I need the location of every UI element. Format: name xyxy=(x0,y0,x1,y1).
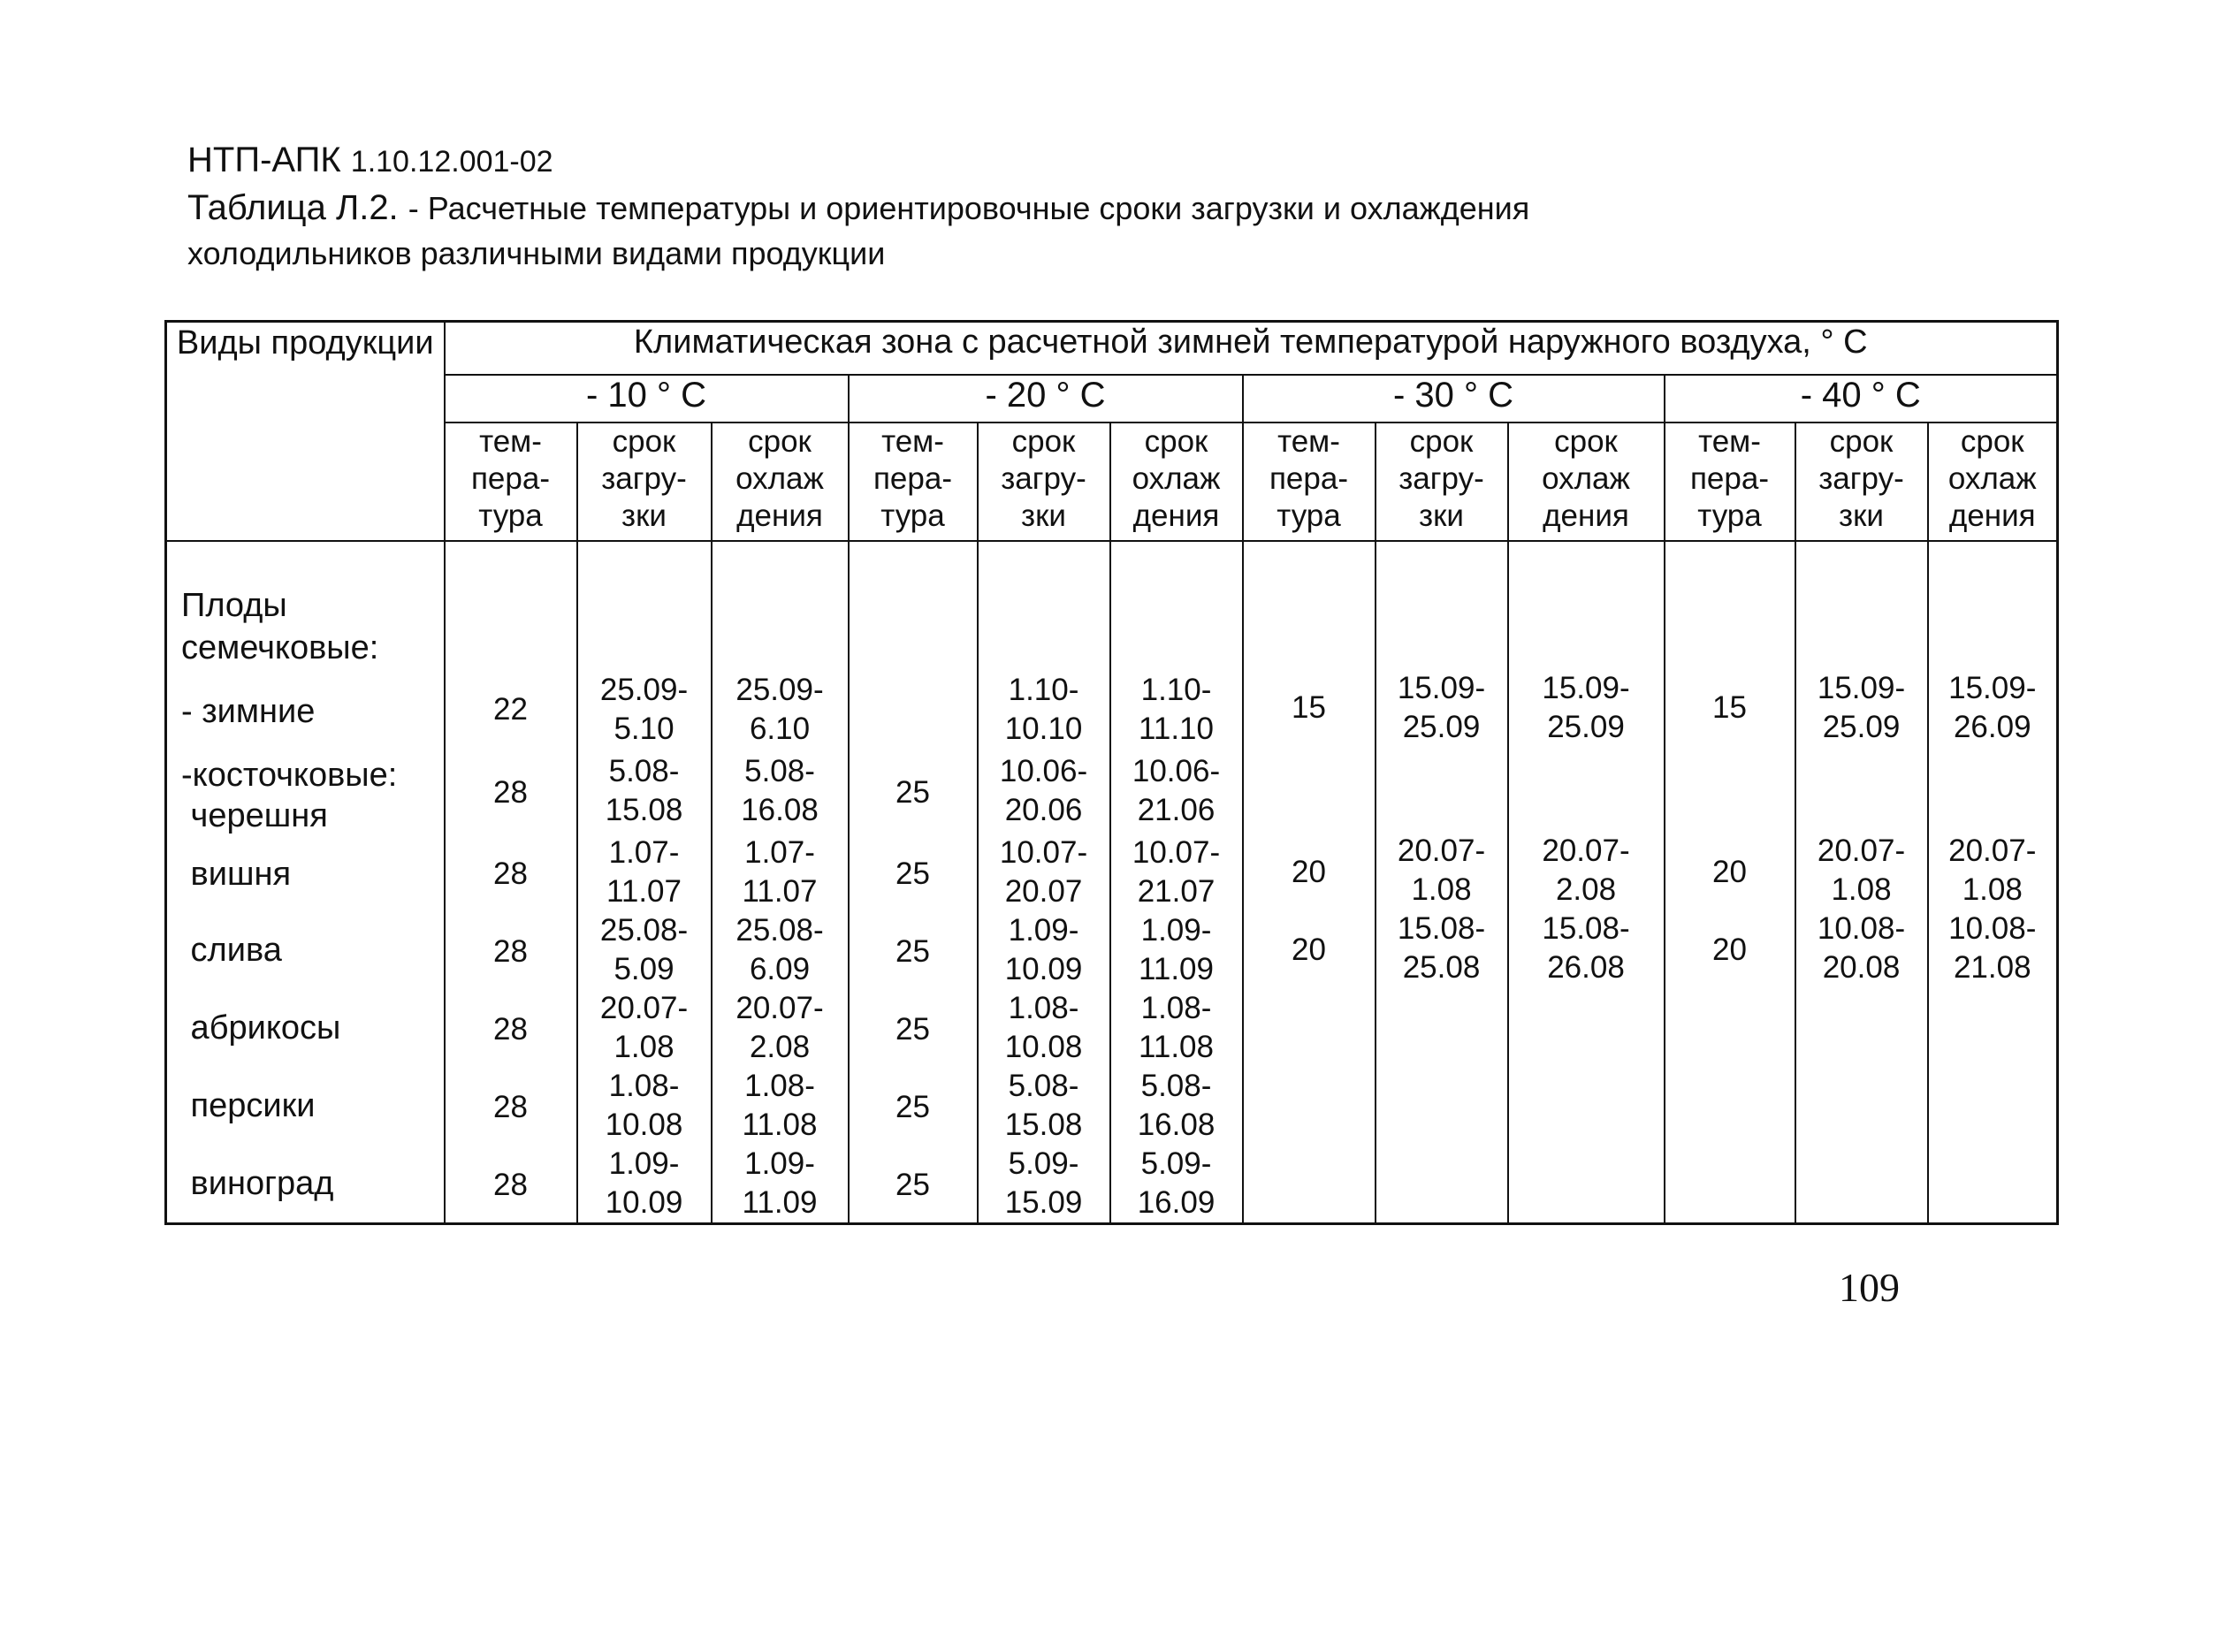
product-cherry: черешня xyxy=(181,797,328,834)
z10-loading-column xyxy=(577,541,712,1224)
subheader-temperature: тем- пера- тура xyxy=(1243,423,1376,541)
document-code-line xyxy=(187,137,2132,185)
table-cell: 10.07- 20.07 xyxy=(999,835,1088,909)
table-cell: 20.07- 1.08 xyxy=(599,991,689,1064)
subheader-loading-time: срок загру- зки xyxy=(978,423,1110,541)
table-cell: 1.09- 10.09 xyxy=(605,1146,683,1220)
table-cell: 15.09- 26.09 xyxy=(1948,671,2037,744)
table-cell: 28 xyxy=(493,775,528,810)
table-cell: 25 xyxy=(895,934,930,969)
table-cell: 22 xyxy=(493,692,528,727)
z40-loading-column xyxy=(1795,541,1928,1224)
table-title-line xyxy=(187,185,2132,232)
table-cell: 20 xyxy=(1292,855,1326,889)
table-cell: 10.08- 21.08 xyxy=(1948,911,2037,985)
table-title-continuation: холодильников различными видами продукции xyxy=(187,235,886,271)
table-cell: 25 xyxy=(895,775,930,810)
table-cell: 5.09- 15.09 xyxy=(1004,1146,1083,1220)
table-cell: 20 xyxy=(1292,933,1326,967)
table-cell: 25 xyxy=(895,1168,930,1202)
table-cell: 20.07- 2.08 xyxy=(1542,834,1630,907)
product-sour-cherry: вишня xyxy=(181,856,292,893)
table-cell: 25.08- 6.09 xyxy=(735,913,824,986)
z10-temperature-column xyxy=(445,541,577,1224)
z30-loading-column xyxy=(1376,541,1508,1224)
z30-temperature-column xyxy=(1243,541,1376,1224)
table-cell: 5.08- 16.08 xyxy=(1137,1069,1216,1142)
table-cell: 20.07- 1.08 xyxy=(1817,834,1906,907)
table-title: - Расчетные температуры и ориентировочные сроки загрузки и охлаждения xyxy=(408,190,1530,226)
table-cell: 5.08- 16.08 xyxy=(741,754,819,827)
document-header xyxy=(187,137,2132,276)
table-cell: 1.08- 11.08 xyxy=(742,1069,818,1142)
zone-minus-40-header: - 40 ° С xyxy=(1665,375,2058,423)
table-cell: 15 xyxy=(1292,690,1326,725)
table-cell: 28 xyxy=(493,1090,528,1124)
subheader-temperature: тем- пера- тура xyxy=(1665,423,1795,541)
subheader-cooling-time: срок охлаж дения xyxy=(1110,423,1243,541)
zone-minus-20-header: - 20 ° С xyxy=(849,375,1243,423)
table-cell: 28 xyxy=(493,856,528,891)
product-plum: слива xyxy=(181,932,282,969)
table-cell: 20.07- 1.08 xyxy=(1397,834,1486,907)
page-number: 109 xyxy=(1839,1265,1900,1310)
product-type-header: Виды продукции xyxy=(166,322,445,542)
table-cell: 25 xyxy=(895,1090,930,1124)
subheader-temperature: тем- пера- тура xyxy=(445,423,577,541)
table-cell: 20.07- 2.08 xyxy=(735,991,824,1064)
subheader-loading-time: срок загру- зки xyxy=(1376,423,1508,541)
z10-cooling-column xyxy=(712,541,849,1224)
z30-cooling-column xyxy=(1508,541,1665,1224)
z40-cooling-column xyxy=(1928,541,2058,1224)
table-cell: 10.08- 20.08 xyxy=(1817,911,1906,985)
table-cell: 1.07- 11.07 xyxy=(606,835,682,909)
zone-minus-10-header: - 10 ° С xyxy=(445,375,849,423)
table-cell: 10.06- 20.06 xyxy=(999,754,1088,827)
table-cell: 1.09- 11.09 xyxy=(1139,913,1214,986)
table-cell: 20 xyxy=(1712,933,1747,967)
zone-minus-30-header: - 30 ° С xyxy=(1243,375,1665,423)
table-cell: 1.09- 11.09 xyxy=(742,1146,818,1220)
table-cell: 1.09- 10.09 xyxy=(1004,913,1083,986)
table-cell: 1.08- 11.08 xyxy=(1139,991,1214,1064)
table-cell: 1.08- 10.08 xyxy=(1004,991,1083,1064)
table-label: Таблица Л.2. xyxy=(187,188,399,227)
table-cell: 10.06- 21.06 xyxy=(1132,754,1221,827)
table-cell: 15 xyxy=(1712,690,1747,725)
table-cell: 20 xyxy=(1712,855,1747,889)
subheader-temperature: тем- пера- тура xyxy=(849,423,978,541)
table-cell: 15.09- 25.09 xyxy=(1397,671,1486,744)
z40-temperature-column xyxy=(1665,541,1795,1224)
table-cell: 5.09- 16.09 xyxy=(1137,1146,1216,1220)
table-cell: 1.10- 11.10 xyxy=(1139,673,1214,746)
doc-prefix: НТП-АПК xyxy=(187,141,341,179)
product-apricot: абрикосы xyxy=(181,1009,341,1047)
table-cell: 10.07- 21.07 xyxy=(1132,835,1221,909)
table-cell: 28 xyxy=(493,934,528,969)
table-cell: 15.08- 25.08 xyxy=(1397,911,1486,985)
product-names-column xyxy=(166,541,445,1224)
doc-code: 1.10.12.001-02 xyxy=(350,145,553,179)
table-cell: 15.09- 25.09 xyxy=(1817,671,1906,744)
z20-loading-column xyxy=(978,541,1110,1224)
table-cell: 25.09- 6.10 xyxy=(735,673,824,746)
cooling-schedule-table xyxy=(164,320,2059,1225)
subheader-cooling-time: срок охлаж дения xyxy=(1508,423,1665,541)
table-cell: 25 xyxy=(895,856,930,891)
subheader-cooling-time: срок охлаж дения xyxy=(1928,423,2058,541)
table-cell: 1.07- 11.07 xyxy=(742,835,818,909)
table-cell: 15.09- 25.09 xyxy=(1542,671,1630,744)
table-cell: 25.09- 5.10 xyxy=(599,673,689,746)
table-cell: 5.08- 15.08 xyxy=(605,754,683,827)
product-peach: персики xyxy=(181,1087,316,1124)
table-cell: 5.08- 15.08 xyxy=(1004,1069,1083,1142)
table-cell: 1.10- 10.10 xyxy=(1004,673,1083,746)
product-winter: - зимние xyxy=(181,693,316,730)
table-cell: 15.08- 26.08 xyxy=(1542,911,1630,985)
climate-zone-header: Климатическая зона с расчетной зимней температурой наружного воздуха, ° С xyxy=(445,322,2058,376)
z20-temperature-column xyxy=(849,541,978,1224)
table-cell: 20.07- 1.08 xyxy=(1948,834,2037,907)
table-cell: 28 xyxy=(493,1168,528,1202)
table-cell: 28 xyxy=(493,1012,528,1047)
product-group-pome: Плоды семечковые: xyxy=(181,587,379,666)
table-cell: 25.08- 5.09 xyxy=(599,913,689,986)
z20-cooling-column xyxy=(1110,541,1243,1224)
table-cell: 25 xyxy=(895,1012,930,1047)
subheader-loading-time: срок загру- зки xyxy=(1795,423,1928,541)
subheader-loading-time: срок загру- зки xyxy=(577,423,712,541)
table-cell: 1.08- 10.08 xyxy=(605,1069,683,1142)
product-grape: виноград xyxy=(181,1165,334,1202)
subheader-cooling-time: срок охлаж дения xyxy=(712,423,849,541)
product-stone-fruit: -косточковые: xyxy=(181,757,398,794)
